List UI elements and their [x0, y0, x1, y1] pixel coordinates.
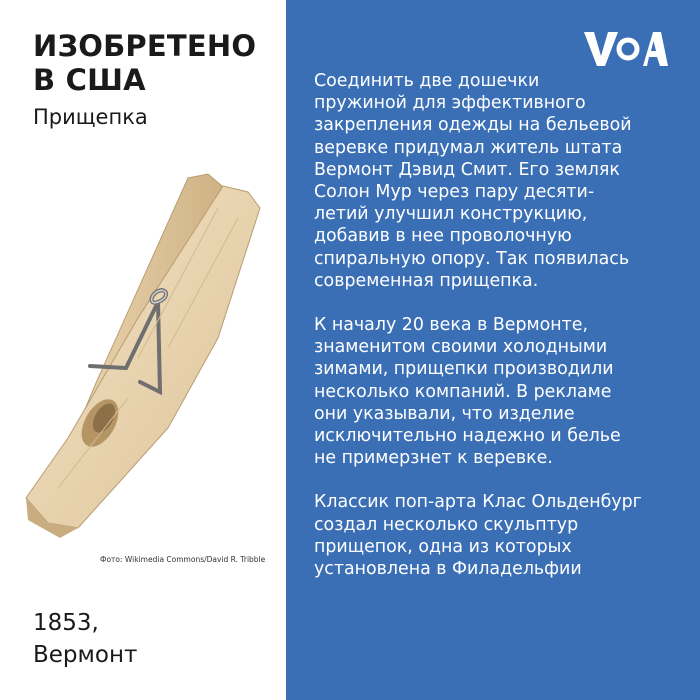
photo-credit: Фото: Wikimedia Commons/David R. Tribble — [100, 555, 266, 564]
year-location: 1853, Вермонт — [33, 610, 138, 668]
page-subtitle: Прищепка — [33, 105, 148, 129]
article-body — [314, 70, 690, 602]
clothespin-image — [8, 168, 278, 538]
article-paragraph: Классик поп-арта Клас Ольденбург создал несколько скульптур прищепок, одна из которых установлена в Филадельфии — [314, 492, 642, 580]
left-panel — [0, 0, 286, 700]
page-title: ИЗОБРЕТЕНО В США — [33, 29, 257, 97]
voa-logo — [582, 26, 668, 70]
article-paragraph: К началу 20 века в Вермонте, знаменитом своими холодными зимами, прищепки производили несколько компаний. В рекламе они указывали, что изделие исключительно надежно и белье не примерзнет к веревке. — [314, 315, 621, 469]
article-paragraph: Соединить две дошечки пружиной для эффективного закрепления одежды на бельевой веревке придумал житель штата Вермонт Дэвид Смит. Его земляк Солон Мур через пару десяти- летий улучшил конструкцию, добавив в нее проволочную спиральную опору. Так появилась современная прищепка. — [314, 71, 632, 291]
